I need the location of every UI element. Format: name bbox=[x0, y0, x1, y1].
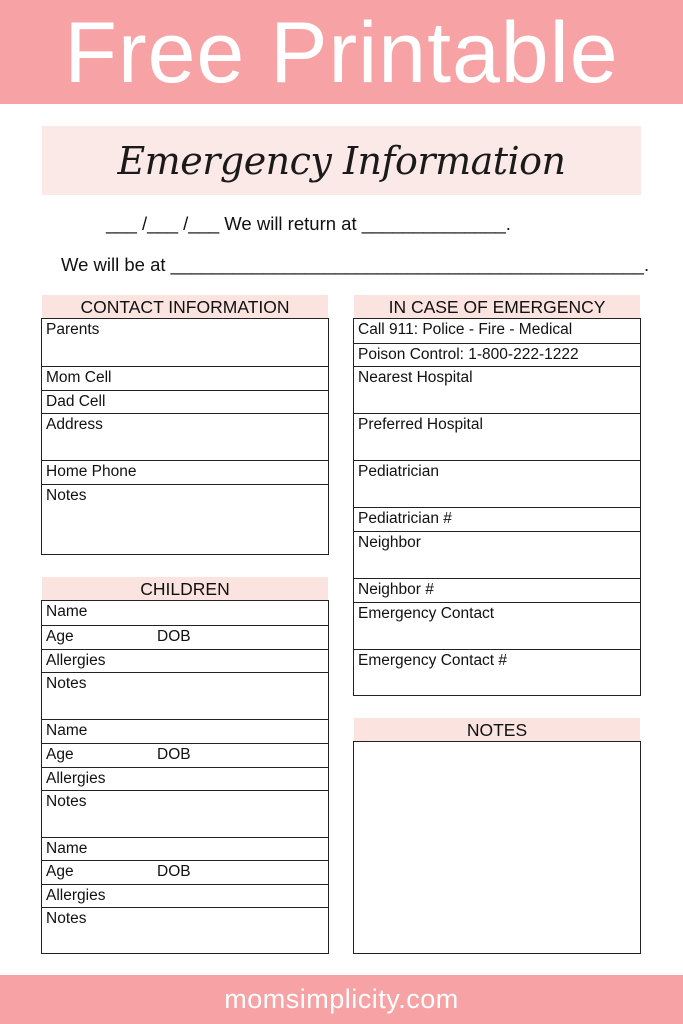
child-2-notes[interactable]: Notes bbox=[42, 790, 328, 838]
child-3-age-label: Age bbox=[46, 863, 74, 880]
contact-field-home-phone[interactable]: Home Phone bbox=[42, 460, 328, 484]
contact-field-notes[interactable]: Notes bbox=[42, 484, 328, 554]
child-3-age[interactable] bbox=[42, 860, 328, 884]
contact-heading: CONTACT INFORMATION bbox=[42, 295, 328, 319]
child-2-name[interactable]: Name bbox=[42, 719, 328, 743]
emergency-field-emergency-contact-number[interactable]: Emergency Contact # bbox=[354, 649, 640, 695]
emergency-field-poison-control[interactable]: Poison Control: 1-800-222-1222 bbox=[354, 343, 640, 367]
child-1-age[interactable] bbox=[42, 625, 328, 649]
child-1-age-label: Age bbox=[46, 628, 74, 645]
emergency-field-nearest-hospital[interactable]: Nearest Hospital bbox=[354, 366, 640, 414]
emergency-field-neighbor[interactable]: Neighbor bbox=[354, 531, 640, 579]
child-2-allergies[interactable]: Allergies bbox=[42, 767, 328, 791]
notes-box[interactable] bbox=[353, 741, 641, 954]
child-2-age[interactable] bbox=[42, 743, 328, 767]
notes-heading: NOTES bbox=[354, 718, 640, 742]
emergency-field-pediatrician-number[interactable]: Pediatrician # bbox=[354, 507, 640, 531]
child-3-allergies[interactable]: Allergies bbox=[42, 884, 328, 908]
child-3-dob-label: DOB bbox=[157, 863, 191, 880]
form-title: Emergency Information bbox=[117, 138, 566, 183]
form-title-band bbox=[42, 126, 641, 195]
footer-site[interactable]: momsimplicity.com bbox=[224, 984, 459, 1014]
child-3-name[interactable]: Name bbox=[42, 837, 328, 861]
children-heading: CHILDREN bbox=[42, 577, 328, 601]
child-1-notes[interactable]: Notes bbox=[42, 672, 328, 720]
location-line[interactable]: We will be at ______________________________________________. bbox=[61, 254, 650, 275]
contact-field-dad-cell[interactable]: Dad Cell bbox=[42, 390, 328, 414]
child-2-age-label: Age bbox=[46, 746, 74, 763]
footer-banner bbox=[0, 975, 683, 1024]
child-1-dob-label: DOB bbox=[157, 628, 191, 645]
child-3-notes[interactable]: Notes bbox=[42, 907, 328, 953]
contact-field-address[interactable]: Address bbox=[42, 413, 328, 461]
top-banner bbox=[0, 0, 683, 104]
return-time-line[interactable]: ___ /___ /___ We will return at ______________. bbox=[106, 213, 511, 234]
child-2-dob-label: DOB bbox=[157, 746, 191, 763]
emergency-field-emergency-contact[interactable]: Emergency Contact bbox=[354, 602, 640, 650]
contact-field-parents[interactable]: Parents bbox=[46, 321, 100, 338]
emergency-field-neighbor-number[interactable]: Neighbor # bbox=[354, 578, 640, 602]
emergency-table bbox=[353, 318, 641, 696]
banner-title: Free Printable bbox=[64, 5, 619, 101]
emergency-heading: IN CASE OF EMERGENCY bbox=[354, 295, 640, 319]
emergency-field-preferred-hospital[interactable]: Preferred Hospital bbox=[354, 413, 640, 461]
contact-table bbox=[41, 318, 329, 555]
children-table bbox=[41, 600, 329, 954]
emergency-field-pediatrician[interactable]: Pediatrician bbox=[354, 460, 640, 508]
child-1-allergies[interactable]: Allergies bbox=[42, 649, 328, 673]
contact-field-mom-cell[interactable]: Mom Cell bbox=[42, 366, 328, 390]
child-1-name[interactable]: Name bbox=[46, 603, 88, 620]
emergency-field-911[interactable]: Call 911: Police - Fire - Medical bbox=[358, 321, 573, 338]
